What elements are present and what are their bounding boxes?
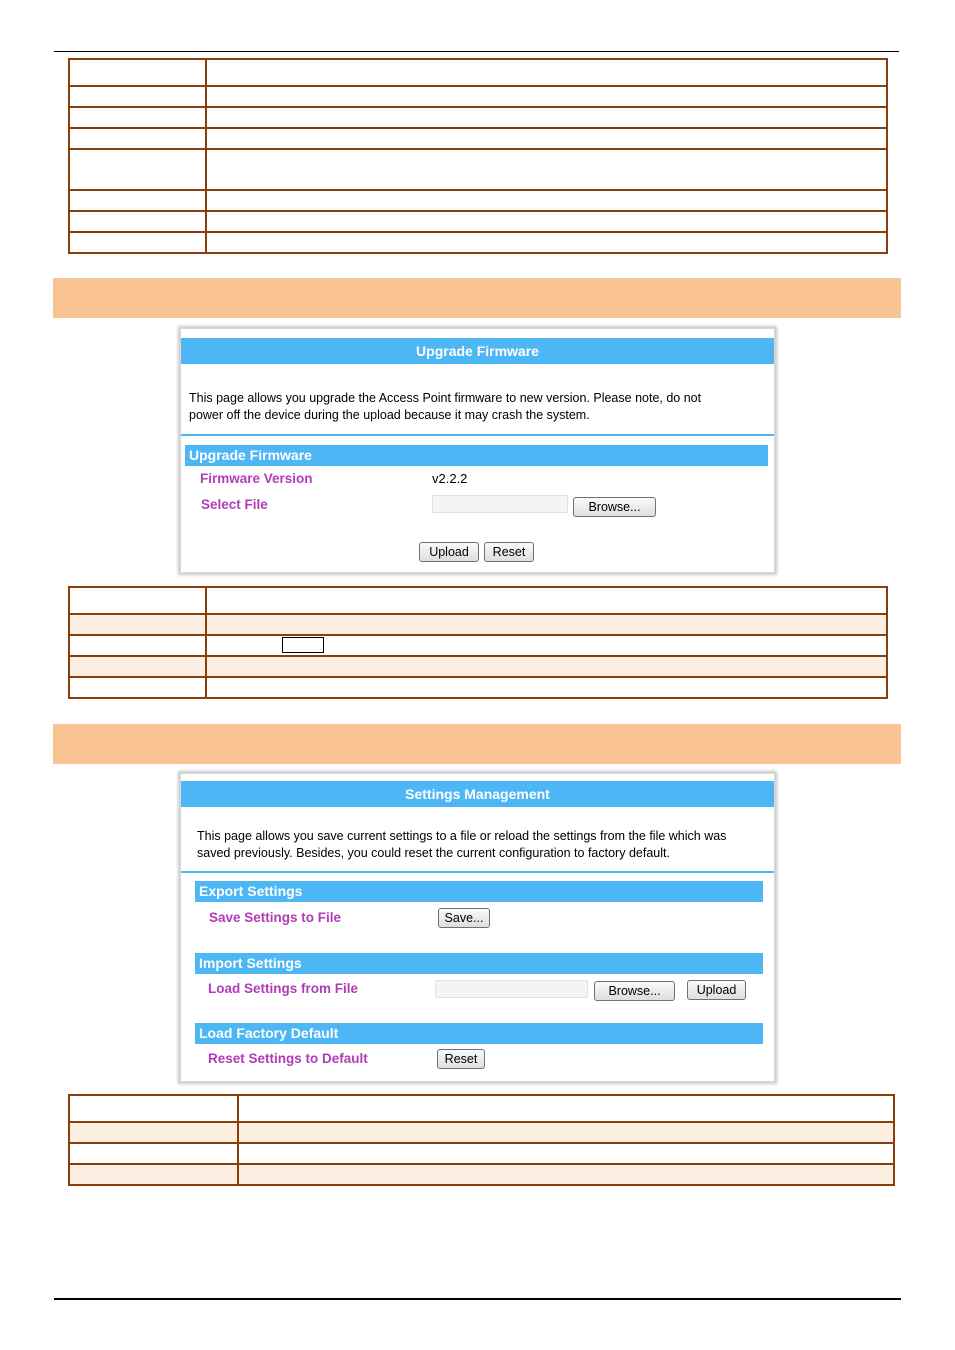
table-row xyxy=(69,614,887,635)
section-header-import-settings: Import Settings xyxy=(195,953,763,974)
section-header-load-factory-default: Load Factory Default xyxy=(195,1023,763,1044)
table-row xyxy=(69,1122,894,1143)
panel-description: This page allows you upgrade the Access Point firmware to new version. Please note, do not power off the device during the upload because it may crash the system. xyxy=(189,391,702,422)
file-path-input[interactable] xyxy=(432,495,568,513)
table-row xyxy=(69,656,887,677)
table-row xyxy=(69,232,887,253)
table-row xyxy=(69,1164,894,1185)
header-rule xyxy=(54,51,899,52)
save-settings-to-file-label: Save Settings to File xyxy=(209,910,342,925)
section-header-export-settings: Export Settings xyxy=(195,881,763,902)
inline-button-sample xyxy=(282,637,324,653)
section-band-settings xyxy=(53,724,901,764)
table-row xyxy=(69,128,887,149)
settings-file-input[interactable] xyxy=(435,980,588,998)
section-header-upgrade-firmware: Upgrade Firmware xyxy=(185,445,768,466)
table-row xyxy=(69,86,887,107)
panel-divider xyxy=(181,434,774,436)
upload-settings-button[interactable]: Upload xyxy=(687,980,746,1000)
select-file-label: Select File xyxy=(201,497,268,512)
footer-rule xyxy=(54,1298,901,1300)
table-row xyxy=(69,1095,894,1122)
table-row xyxy=(69,635,887,656)
firmware-version-label: Firmware Version xyxy=(200,471,313,486)
load-settings-from-file-label: Load Settings from File xyxy=(208,981,359,996)
reset-settings-to-default-label: Reset Settings to Default xyxy=(208,1051,368,1066)
table-row xyxy=(69,59,887,86)
table-row xyxy=(69,1143,894,1164)
table-row xyxy=(69,190,887,211)
table-row xyxy=(69,677,887,698)
save-settings-button[interactable]: Save... xyxy=(438,908,490,928)
reset-to-default-button[interactable]: Reset xyxy=(437,1049,485,1069)
panel-divider xyxy=(181,871,774,873)
description-table-3 xyxy=(68,1094,895,1186)
description-table-1 xyxy=(68,58,888,254)
panel-title: Settings Management xyxy=(181,781,774,807)
upgrade-firmware-panel xyxy=(180,328,775,573)
settings-management-panel xyxy=(180,773,775,1082)
browse-button[interactable]: Browse... xyxy=(594,981,675,1001)
firmware-version-value: v2.2.2 xyxy=(432,471,468,486)
table-row xyxy=(69,211,887,232)
panel-description: This page allows you save current settings to a file or reload the settings from the file which was saved previously. Besides, you could reset the current configuration to factory default. xyxy=(197,829,727,860)
table-row xyxy=(69,149,887,190)
reset-button[interactable]: Reset xyxy=(484,542,534,562)
browse-button[interactable]: Browse... xyxy=(573,497,656,517)
panel-title: Upgrade Firmware xyxy=(181,338,774,364)
table-row xyxy=(69,107,887,128)
description-table-2 xyxy=(68,586,888,699)
section-band-firmware xyxy=(53,278,901,318)
upload-button[interactable]: Upload xyxy=(419,542,479,562)
table-row xyxy=(69,587,887,614)
